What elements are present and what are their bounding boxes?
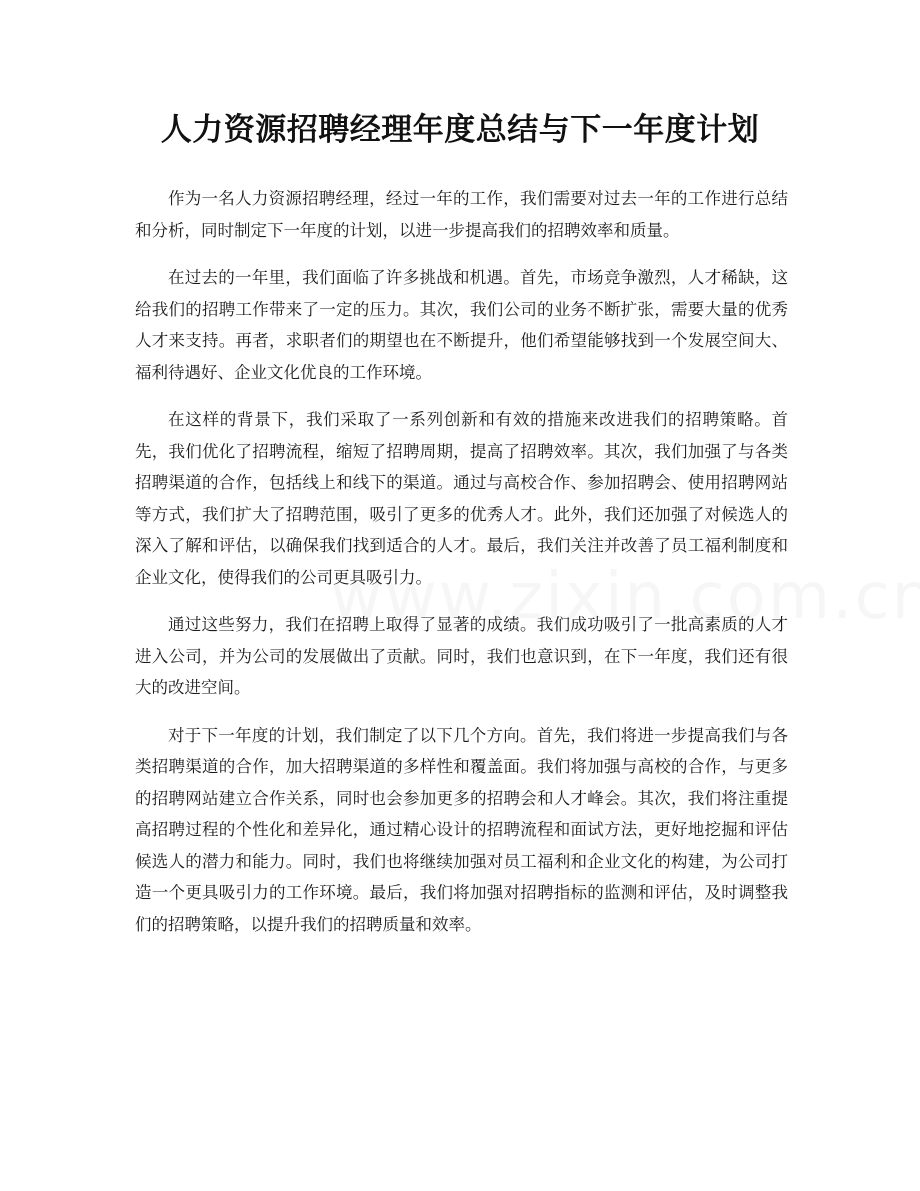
paragraph-intro: 作为一名人力资源招聘经理，经过一年的工作，我们需要对过去一年的工作进行总结和分析，同时制定下一年度的计划，以进一步提高我们的招聘效率和质量。 xyxy=(135,189,788,240)
paragraph-challenges: 在过去的一年里，我们面临了许多挑战和机遇。首先，市场竞争激烈，人才稀缺，这给我们的招聘工作带来了一定的压力。其次，我们公司的业务不断扩张，需要大量的优秀人才来支持。再者，求职者们的期望也在不断提升，他们希望能够找到一个发展空间大、福利待遇好、企业文化优良的工作环境。 xyxy=(135,268,788,382)
document-body xyxy=(135,183,788,956)
document-title: 人力资源招聘经理年度总结与下一年度计划 xyxy=(160,112,760,148)
paragraph-measures: 在这样的背景下，我们采取了一系列创新和有效的措施来改进我们的招聘策略。首先，我们优化了招聘流程，缩短了招聘周期，提高了招聘效率。其次，我们加强了与各类招聘渠道的合作，包括线上和线下的渠道。通过与高校合作、参加招聘会、使用招聘网站等方式，我们扩大了招聘范围，吸引了更多的优秀人才。此外，我们还加强了对候选人的深入了解和评估，以确保我们找到适合的人才。最后，我们关注并改善了员工福利制度和企业文化，使得我们的公司更具吸引力。 xyxy=(135,410,788,587)
paragraph-results: 通过这些努力，我们在招聘上取得了显著的成绩。我们成功吸引了一批高素质的人才进入公司，并为公司的发展做出了贡献。同时，我们也意识到，在下一年度，我们还有很大的改进空间。 xyxy=(135,615,788,697)
paragraph-plan: 对于下一年度的计划，我们制定了以下几个方向。首先，我们将进一步提高我们与各类招聘渠道的合作，加大招聘渠道的多样性和覆盖面。我们将加强与高校的合作，与更多的招聘网站建立合作关系，同时也会参加更多的招聘会和人才峰会。其次，我们将注重提高招聘过程的个性化和差异化，通过精心设计的招聘流程和面试方法，更好地挖掘和评估候选人的潜力和能力。同时，我们也将继续加强对员工福利和企业文化的构建，为公司打造一个更具吸引力的工作环境。最后，我们将加强对招聘指标的监测和评估，及时调整我们的招聘策略，以提升我们的招聘质量和效率。 xyxy=(135,725,788,934)
